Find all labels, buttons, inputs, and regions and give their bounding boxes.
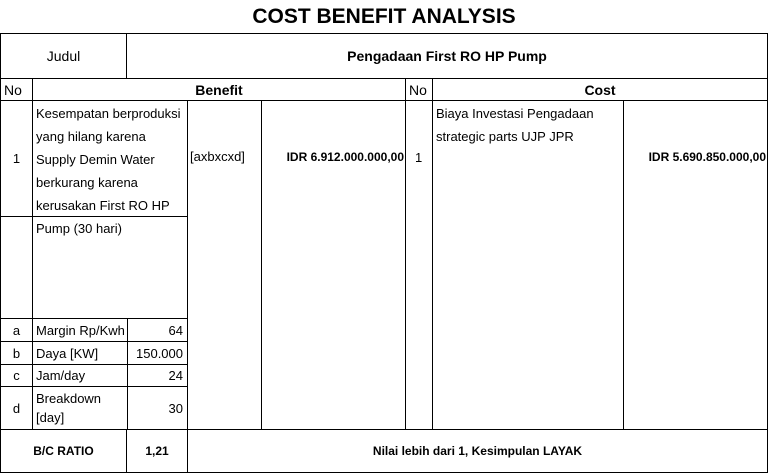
header-cost: Cost bbox=[432, 78, 768, 101]
benefit-description: Kesempatan berproduksi yang hilang karena Supply Demin Water berkurang karena kerusakan First RO HP Pump (30 hari) bbox=[32, 100, 188, 217]
param-label: Margin Rp/Kwh bbox=[32, 318, 128, 342]
benefit-empty-no bbox=[0, 216, 33, 319]
page-title: COST BENEFIT ANALYSIS bbox=[0, 0, 768, 34]
ratio-conclusion: Nilai lebih dari 1, Kesimpulan LAYAK bbox=[187, 429, 768, 473]
cost-amount: IDR 5.690.850.000,00 bbox=[648, 150, 766, 164]
ratio-label: B/C RATIO bbox=[0, 429, 127, 473]
cost-no: 1 bbox=[415, 150, 423, 165]
benefit-formula: [axbxcxd] bbox=[190, 149, 245, 164]
param-value: 150.000 bbox=[127, 341, 188, 365]
param-label: Jam/day bbox=[32, 364, 128, 387]
judul-label: Judul bbox=[0, 33, 127, 79]
benefit-amount: IDR 6.912.000.000,00 bbox=[286, 150, 404, 164]
param-value: 30 bbox=[127, 386, 188, 430]
judul-value: Pengadaan First RO HP Pump bbox=[126, 33, 768, 79]
benefit-amount-column bbox=[261, 100, 406, 430]
formula-column bbox=[187, 100, 262, 430]
header-no-left: No bbox=[0, 78, 33, 101]
cost-description-column bbox=[432, 100, 624, 430]
param-key: b bbox=[0, 341, 33, 365]
cost-no-column bbox=[405, 100, 433, 430]
benefit-empty-desc bbox=[32, 216, 188, 319]
param-key: d bbox=[0, 386, 33, 430]
header-benefit: Benefit bbox=[32, 78, 406, 101]
ratio-value: 1,21 bbox=[126, 429, 188, 473]
param-key: a bbox=[0, 318, 33, 342]
benefit-no: 1 bbox=[0, 100, 33, 217]
cost-amount-column bbox=[623, 100, 768, 430]
cost-description: Biaya Investasi Pengadaan strategic parts UJP JPR bbox=[436, 106, 594, 144]
param-value: 64 bbox=[127, 318, 188, 342]
param-key: c bbox=[0, 364, 33, 387]
param-value: 24 bbox=[127, 364, 188, 387]
param-label: Daya [KW] bbox=[32, 341, 128, 365]
param-label: Breakdown [day] bbox=[32, 386, 128, 430]
header-no-right: No bbox=[405, 78, 433, 101]
